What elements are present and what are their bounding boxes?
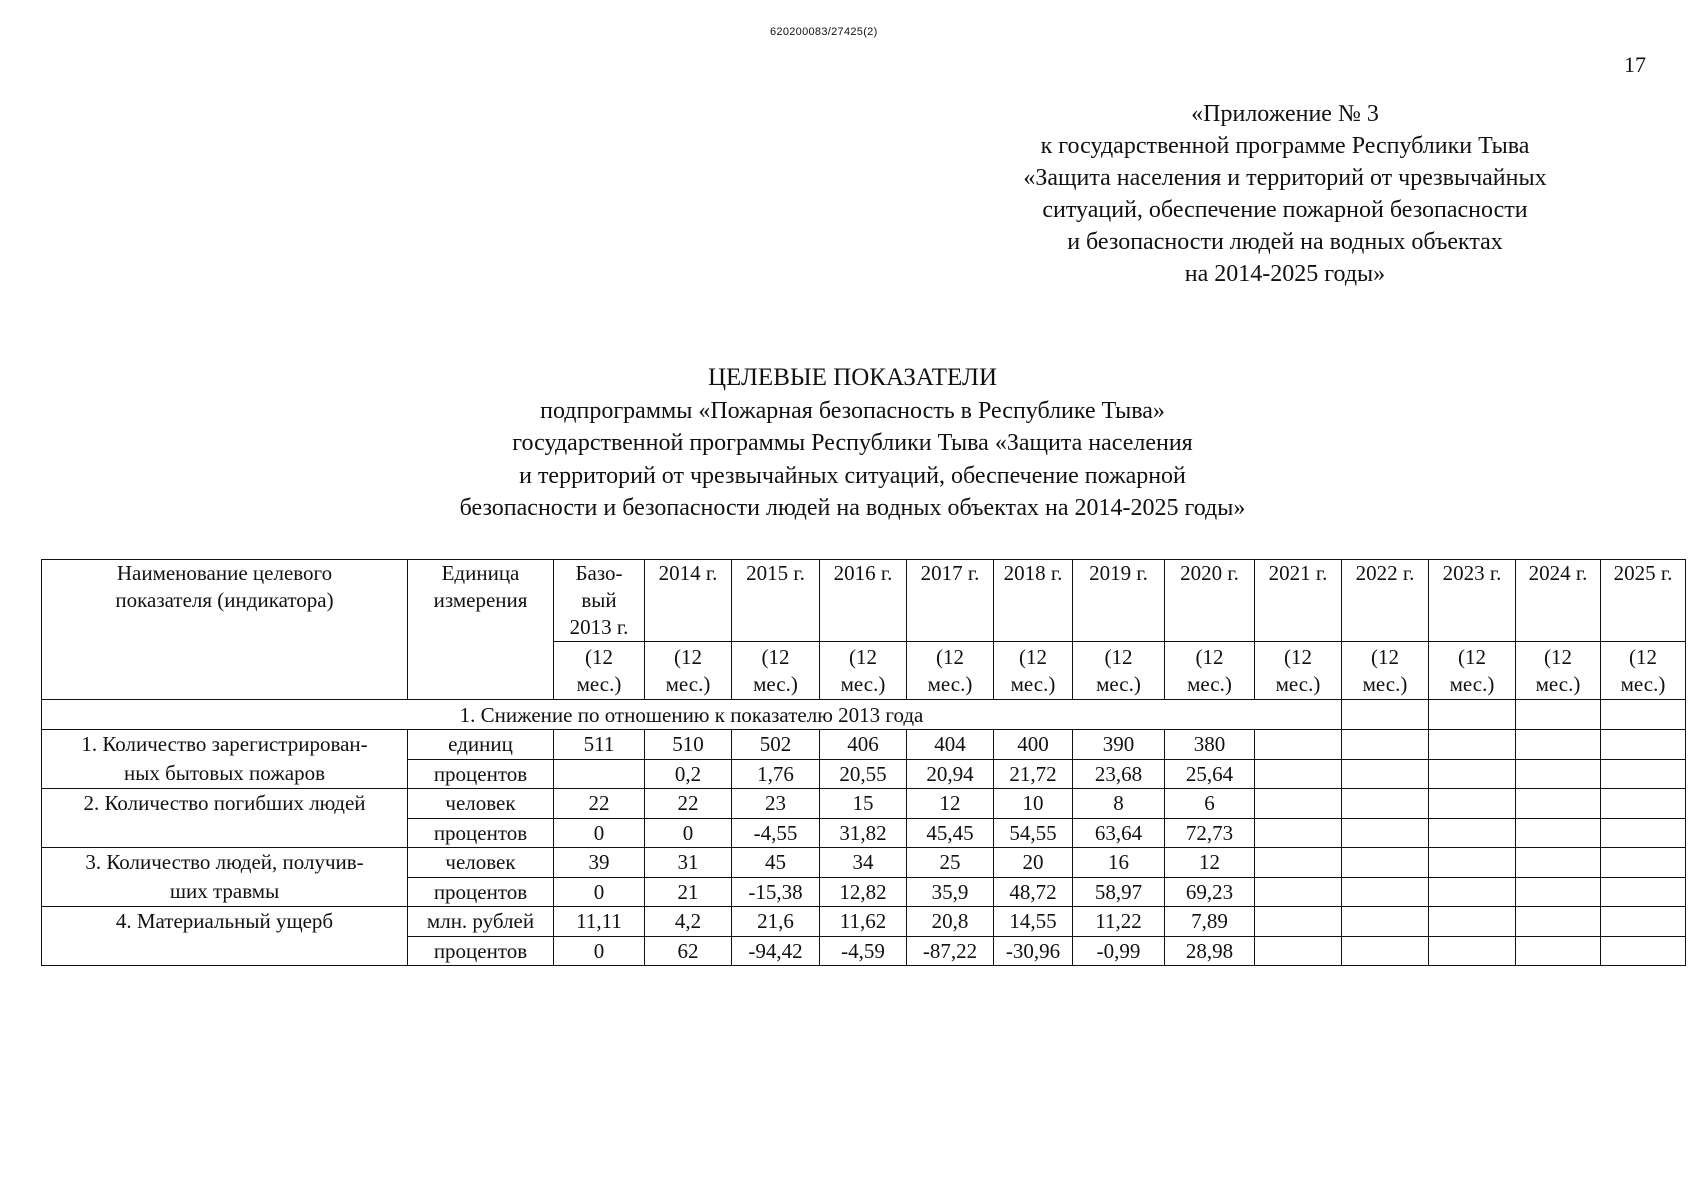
value-cell: [1342, 818, 1429, 848]
value-cell: [1342, 936, 1429, 966]
header-period: (12 мес.): [732, 642, 820, 700]
value-cell: 45: [732, 848, 820, 878]
value-cell: [1429, 818, 1516, 848]
indicator-name: [42, 848, 408, 907]
appendix-line: к государственной программе Республики Тыва: [1040, 133, 1530, 159]
header-period: (12 мес.): [820, 642, 907, 700]
unit-cell: человек: [408, 848, 554, 878]
value-cell: [1342, 759, 1429, 789]
value-cell: [1429, 907, 1516, 937]
value-cell: 22: [554, 789, 645, 819]
section-title: 1. Снижение по отношению к показателю 2013 года: [42, 700, 1342, 730]
value-cell: 380: [1165, 730, 1255, 760]
value-cell: 0: [554, 877, 645, 907]
value-cell: 14,55: [994, 907, 1073, 937]
header-period: (12 мес.): [645, 642, 732, 700]
table-row: [42, 848, 1686, 878]
value-cell: 7,89: [1165, 907, 1255, 937]
subtitle-line: и территорий от чрезвычайных ситуаций, обеспечение пожарной: [519, 462, 1186, 489]
value-cell: 15: [820, 789, 907, 819]
value-cell: 58,97: [1073, 877, 1165, 907]
value-cell: [1255, 789, 1342, 819]
value-cell: 10: [994, 789, 1073, 819]
indicator-name-line: 1. Количество зарегистрирован-: [81, 732, 368, 756]
unit-cell: млн. рублей: [408, 907, 554, 937]
value-cell: 510: [645, 730, 732, 760]
value-cell: 23,68: [1073, 759, 1165, 789]
value-cell: [1516, 818, 1601, 848]
indicator-name: [42, 907, 408, 966]
value-cell: 28,98: [1165, 936, 1255, 966]
value-cell: 35,9: [907, 877, 994, 907]
value-cell: [1342, 907, 1429, 937]
value-cell: 502: [732, 730, 820, 760]
value-cell: 63,64: [1073, 818, 1165, 848]
value-cell: 31: [645, 848, 732, 878]
table-cell: [1601, 700, 1686, 730]
header-year: 2025 г.: [1601, 560, 1686, 642]
table-row: [42, 789, 1686, 819]
value-cell: 54,55: [994, 818, 1073, 848]
value-cell: 0: [554, 818, 645, 848]
table-header: [42, 560, 1686, 700]
appendix-line: и безопасности людей на водных объектах: [1067, 229, 1503, 255]
target-indicators-table: [41, 559, 1686, 966]
value-cell: [1429, 936, 1516, 966]
value-cell: 12: [907, 789, 994, 819]
header-base-year: Базо- вый 2013 г.: [554, 560, 645, 642]
header-year: 2015 г.: [732, 560, 820, 642]
value-cell: 11,11: [554, 907, 645, 937]
table-cell: [1429, 700, 1516, 730]
header-year: 2021 г.: [1255, 560, 1342, 642]
value-cell: 45,45: [907, 818, 994, 848]
header-year: 2020 г.: [1165, 560, 1255, 642]
value-cell: 12: [1165, 848, 1255, 878]
value-cell: 511: [554, 730, 645, 760]
value-cell: 62: [645, 936, 732, 966]
subtitle-line: безопасности и безопасности людей на водных объектах на 2014-2025 годы»: [459, 495, 1246, 521]
value-cell: 20,55: [820, 759, 907, 789]
value-cell: 20: [994, 848, 1073, 878]
value-cell: 400: [994, 730, 1073, 760]
document-id: 620200083/27425(2): [770, 26, 878, 38]
value-cell: 25,64: [1165, 759, 1255, 789]
header-year: 2016 г.: [820, 560, 907, 642]
header-year: 2019 г.: [1073, 560, 1165, 642]
indicator-name: [42, 789, 408, 848]
value-cell: [1516, 848, 1601, 878]
value-cell: 0,2: [645, 759, 732, 789]
header-period: (12 мес.): [907, 642, 994, 700]
value-cell: 404: [907, 730, 994, 760]
header-year: 2014 г.: [645, 560, 732, 642]
value-cell: [1255, 730, 1342, 760]
value-cell: -0,99: [1073, 936, 1165, 966]
value-cell: [1255, 759, 1342, 789]
value-cell: -94,42: [732, 936, 820, 966]
value-cell: 8: [1073, 789, 1165, 819]
appendix-line: ситуаций, обеспечение пожарной безопасности: [1042, 197, 1528, 223]
value-cell: -4,55: [732, 818, 820, 848]
value-cell: 20,94: [907, 759, 994, 789]
header-period: (12 мес.): [1429, 642, 1516, 700]
value-cell: [1601, 848, 1686, 878]
value-cell: [554, 759, 645, 789]
value-cell: 20,8: [907, 907, 994, 937]
value-cell: [1255, 848, 1342, 878]
value-cell: 72,73: [1165, 818, 1255, 848]
document-heading: [300, 362, 1405, 525]
value-cell: [1601, 907, 1686, 937]
value-cell: [1601, 759, 1686, 789]
indicator-name-line: 2. Количество погибших людей: [83, 791, 366, 815]
header-year: 2018 г.: [994, 560, 1073, 642]
header-period: (12 мес.): [1255, 642, 1342, 700]
value-cell: [1342, 730, 1429, 760]
value-cell: [1429, 730, 1516, 760]
unit-cell: процентов: [408, 936, 554, 966]
unit-cell: процентов: [408, 818, 554, 848]
appendix-line: «Приложение № 3: [1191, 101, 1379, 127]
value-cell: [1429, 789, 1516, 819]
header-unit: Единица измерения: [408, 560, 554, 700]
value-cell: -15,38: [732, 877, 820, 907]
value-cell: 12,82: [820, 877, 907, 907]
value-cell: [1516, 877, 1601, 907]
value-cell: [1516, 789, 1601, 819]
value-cell: [1255, 907, 1342, 937]
subtitle-line: государственной программы Республики Тыва «Защита населения: [512, 430, 1193, 456]
value-cell: 406: [820, 730, 907, 760]
value-cell: [1601, 936, 1686, 966]
indicator-name-line: ших травмы: [169, 879, 280, 903]
header-period: (12 мес.): [1516, 642, 1601, 700]
value-cell: 25: [907, 848, 994, 878]
value-cell: [1429, 759, 1516, 789]
value-cell: [1516, 759, 1601, 789]
appendix-reference: [900, 98, 1670, 290]
unit-cell: процентов: [408, 877, 554, 907]
appendix-line: на 2014-2025 годы»: [1184, 261, 1386, 287]
value-cell: 21,6: [732, 907, 820, 937]
appendix-line: «Защита населения и территорий от чрезвычайных: [1023, 165, 1547, 191]
value-cell: 69,23: [1165, 877, 1255, 907]
value-cell: 0: [645, 818, 732, 848]
header-year: 2017 г.: [907, 560, 994, 642]
indicator-name-line: ных бытовых пожаров: [123, 761, 326, 785]
subtitle-line: подпрограммы «Пожарная безопасность в Республике Тыва»: [540, 397, 1165, 424]
unit-cell: единиц: [408, 730, 554, 760]
value-cell: 6: [1165, 789, 1255, 819]
value-cell: [1601, 789, 1686, 819]
value-cell: -30,96: [994, 936, 1073, 966]
header-year: 2024 г.: [1516, 560, 1601, 642]
header-period: (12 мес.): [1601, 642, 1686, 700]
header-period: (12 мес.): [554, 642, 645, 700]
value-cell: 21,72: [994, 759, 1073, 789]
value-cell: 390: [1073, 730, 1165, 760]
header-period: (12 мес.): [994, 642, 1073, 700]
value-cell: [1601, 730, 1686, 760]
unit-cell: процентов: [408, 759, 554, 789]
section-row: [42, 700, 1686, 730]
value-cell: -87,22: [907, 936, 994, 966]
table-body: [42, 700, 1686, 966]
value-cell: 48,72: [994, 877, 1073, 907]
header-year: 2022 г.: [1342, 560, 1429, 642]
value-cell: [1516, 730, 1601, 760]
value-cell: [1255, 936, 1342, 966]
value-cell: 0: [554, 936, 645, 966]
value-cell: [1342, 877, 1429, 907]
indicator-name-line: 3. Количество людей, получив-: [85, 850, 364, 874]
value-cell: [1601, 818, 1686, 848]
header-period: (12 мес.): [1165, 642, 1255, 700]
value-cell: 21: [645, 877, 732, 907]
value-cell: [1255, 818, 1342, 848]
value-cell: 39: [554, 848, 645, 878]
value-cell: [1342, 789, 1429, 819]
value-cell: 4,2: [645, 907, 732, 937]
header-period: (12 мес.): [1073, 642, 1165, 700]
value-cell: 11,62: [820, 907, 907, 937]
value-cell: 23: [732, 789, 820, 819]
value-cell: [1429, 848, 1516, 878]
header-year: 2023 г.: [1429, 560, 1516, 642]
value-cell: 34: [820, 848, 907, 878]
value-cell: 11,22: [1073, 907, 1165, 937]
value-cell: [1429, 877, 1516, 907]
header-period: (12 мес.): [1342, 642, 1429, 700]
unit-cell: человек: [408, 789, 554, 819]
header-indicator-name: Наименование целевого показателя (индикатора): [42, 560, 408, 700]
value-cell: 16: [1073, 848, 1165, 878]
value-cell: -4,59: [820, 936, 907, 966]
value-cell: [1516, 936, 1601, 966]
value-cell: 1,76: [732, 759, 820, 789]
indicator-name: [42, 730, 408, 789]
table-cell: [1516, 700, 1601, 730]
value-cell: [1516, 907, 1601, 937]
table-row: [42, 730, 1686, 760]
value-cell: [1255, 877, 1342, 907]
value-cell: 22: [645, 789, 732, 819]
value-cell: [1342, 848, 1429, 878]
table-row: [42, 907, 1686, 937]
page-title: ЦЕЛЕВЫЕ ПОКАЗАТЕЛИ: [707, 364, 998, 391]
value-cell: [1601, 877, 1686, 907]
indicator-name-line: 4. Материальный ущерб: [115, 909, 334, 933]
page-number: 17: [1624, 52, 1646, 77]
value-cell: 31,82: [820, 818, 907, 848]
table-cell: [1342, 700, 1429, 730]
